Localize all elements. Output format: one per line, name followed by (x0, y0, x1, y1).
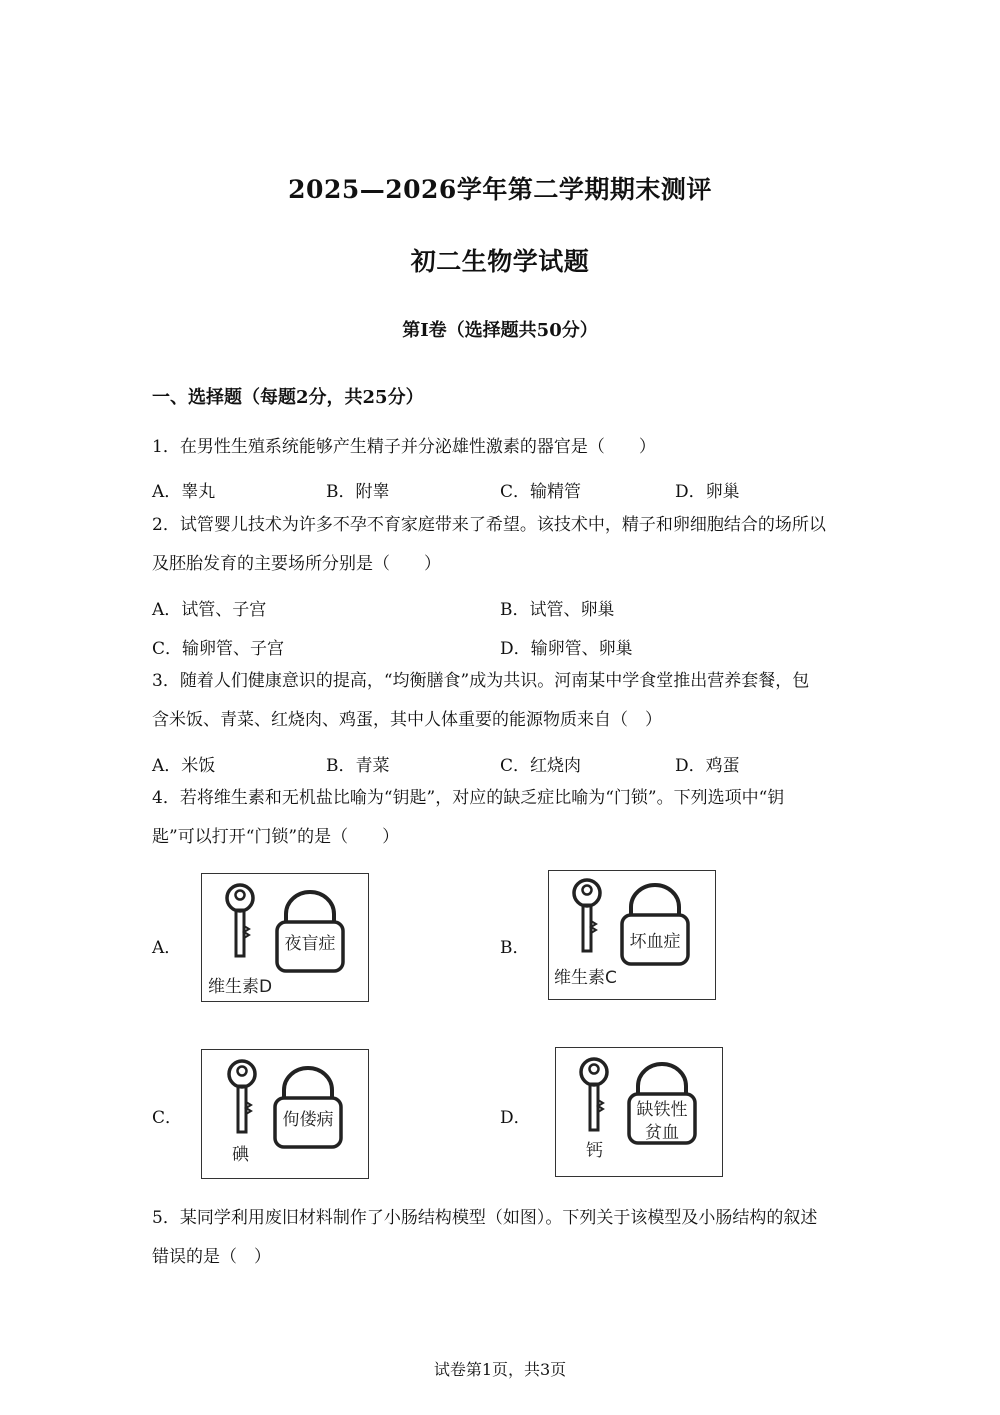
q2-option-a: A．试管、子宫 (152, 600, 267, 620)
lock-label: 佝偻病 (282, 1110, 334, 1130)
lock-label-line2: 贫血 (645, 1123, 679, 1143)
key-label: 钙 (586, 1141, 603, 1161)
q3-option-a: A．米饭 (152, 756, 216, 776)
question-3-stem-line2: 含米饭、青菜、红烧肉、鸡蛋，其中人体重要的能源物质来自（ ） (152, 710, 662, 730)
q4-option-c-image (201, 1049, 369, 1179)
question-1-stem: 1．在男性生殖系统能够产生精子并分泌雄性激素的器官是（ ） (152, 437, 656, 457)
question-4-stem-line2: 匙”可以打开“门锁”的是（ ） (152, 827, 400, 847)
key-label: 碘 (232, 1145, 249, 1165)
q1-option-d: D．卵巢 (675, 482, 740, 502)
lock-icon (619, 881, 691, 967)
q3-option-b: B．青菜 (326, 756, 390, 776)
lock-label: 夜盲症 (284, 934, 336, 954)
question-3-stem-line1: 3．随着人们健康意识的提高，“均衡膳食”成为共识。河南某中学食堂推出营养套餐，包 (152, 671, 810, 691)
lock-icon (274, 888, 346, 974)
key-icon (220, 882, 260, 958)
lock-label-line1: 缺铁性 (636, 1100, 688, 1120)
q1-option-c: C．输精管 (500, 482, 582, 502)
question-2-stem-line1: 2．试管婴儿技术为许多不孕不育家庭带来了希望。该技术中，精子和卵细胞结合的场所以 (152, 515, 826, 535)
q1-option-b: B．附睾 (326, 482, 390, 502)
section-heading: 一、选择题（每题2分，共25分） (152, 387, 424, 408)
question-5-stem-line2: 错误的是（ ） (152, 1247, 271, 1267)
question-5-stem-line1: 5．某同学利用废旧材料制作了小肠结构模型（如图）。下列关于该模型及小肠结构的叙述 (152, 1208, 818, 1228)
q3-option-c: C．红烧肉 (500, 756, 582, 776)
q2-option-b: B．试管、卵巢 (500, 600, 615, 620)
q4-option-b-label: B． (500, 938, 530, 958)
page-footer: 试卷第1页，共3页 (433, 1360, 567, 1379)
q4-option-d-label: D． (500, 1108, 531, 1128)
key-icon (574, 1056, 614, 1132)
q2-option-d: D．输卵管、卵巢 (500, 639, 633, 659)
q3-option-d: D．鸡蛋 (675, 756, 740, 776)
lock-label: 坏血症 (629, 932, 681, 952)
q1-option-a: A．睾丸 (152, 482, 216, 502)
q4-option-d-image (555, 1047, 723, 1177)
q4-option-a-image (201, 873, 369, 1002)
key-icon (567, 877, 607, 953)
q2-option-c: C．输卵管、子宫 (152, 639, 285, 659)
key-label: 维生素C (554, 968, 617, 988)
key-label: 维生素D (208, 977, 273, 997)
q4-option-c-label: C． (152, 1108, 183, 1128)
exam-title: 2025—2026学年第二学期期末测评 (288, 175, 712, 204)
key-icon (222, 1058, 262, 1134)
lock-icon (272, 1064, 344, 1150)
question-4-stem-line1: 4．若将维生素和无机盐比喻为“钥匙”，对应的缺乏症比喻为“门锁”。下列选项中“钥 (152, 788, 785, 808)
volume-heading: 第Ⅰ卷（选择题共50分） (402, 320, 598, 341)
q4-option-b-image (548, 870, 716, 1000)
question-2-stem-line2: 及胚胎发育的主要场所分别是（ ） (152, 554, 441, 574)
exam-subject: 初二生物学试题 (410, 247, 590, 276)
q4-option-a-label: A． (152, 938, 182, 958)
